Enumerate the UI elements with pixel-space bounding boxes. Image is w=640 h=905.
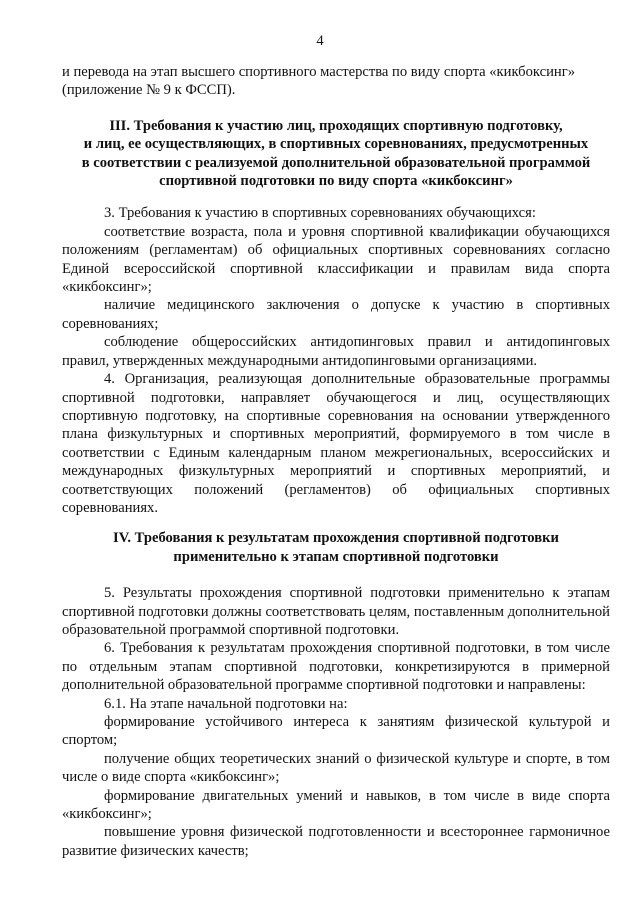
- section-4-paragraph: 6.1. На этапе начальной подготовки на:: [104, 695, 348, 712]
- section-4-title-line: IV. Требования к результатам прохождения спортивной подготовки: [113, 530, 559, 547]
- section-3-heading: [62, 117, 610, 191]
- intro-line-2: (приложение № 9 к ФССП).: [62, 82, 236, 99]
- section-3-title-line: спортивной подготовки по виду спорта «кикбоксинг»: [159, 173, 513, 190]
- section-3-title-line: III. Требования к участию лиц, проходящих спортивную подготовку,: [109, 117, 563, 134]
- section-3-paragraph: 3. Требования к участию в спортивных соревнованиях обучающихся:: [104, 205, 536, 222]
- intro-line-1: и перевода на этап высшего спортивного мастерства по виду спорта «кикбоксинг»: [62, 64, 576, 80]
- section-4-title-line: применительно к этапам спортивной подготовки: [173, 548, 499, 565]
- section-4-paragraph: 6. Требования к результатам прохождения спортивной подготовки, в том числе по отдельным этапам спортивной подготовки, конкретизируются в примерной дополнительной образовательной программе спортивной подготовки и направлены:: [62, 640, 610, 694]
- section-4-paragraph: 5. Результаты прохождения спортивной подготовки применительно к этапам спортивной подготовки должны соответствовать целям, поставленным дополнительной образовательной программой спортивной подготовки.: [62, 585, 610, 638]
- section-4-paragraph: повышение уровня физической подготовленности и всестороннее гармоничное развитие физических качеств;: [62, 824, 610, 859]
- section-4-heading: [62, 529, 610, 566]
- section-3-title-line: в соответствии с реализуемой дополнительной образовательной программой: [81, 154, 591, 171]
- section-3-paragraph: соответствие возраста, пола и уровня спортивной квалификации обучающихся положениям (регламентам) об официальных спортивных соревнованиях согласно Единой всероссийской спортивной классификации и правилам вида спорта «кикбоксинг»;: [62, 223, 610, 296]
- section-3-paragraph: наличие медицинского заключения о допуске к участию в спортивных соревнованиях;: [62, 297, 610, 332]
- page-number: 4: [316, 33, 324, 49]
- section-3-paragraph: соблюдение общероссийских антидопинговых правил и антидопинговых правил, утвержденных международными антидопинговыми организациями.: [62, 334, 610, 369]
- section-3-title-line: и лиц, ее осуществляющих, в спортивных соревнованиях, предусмотренных: [83, 136, 589, 153]
- section-3-paragraph: 4. Организация, реализующая дополнительные образовательные программы спортивной подготовки, направляет обучающегося и лиц, осуществляющих спортивную подготовку, на спортивные соревнования на основании утвержденного плана физкультурных и спортивных мероприятий, формируемого в том числе в соответствии с Единым календарным планом межрегиональных, всероссийских и международных физкультурных мероприятий и спортивных мероприятий, и соответствующих положений (регламентов) об официальных спортивных соревнованиях.: [62, 371, 610, 516]
- section-4-paragraph: формирование устойчивого интереса к занятиям физической культурой и спортом;: [62, 714, 610, 749]
- section-4-paragraph: получение общих теоретических знаний о физической культуре и спорте, в том числе о виде спорта «кикбоксинг»;: [62, 750, 610, 786]
- document-body: [62, 63, 610, 860]
- section-4-paragraph: формирование двигательных умений и навыков, в том числе в виде спорта «кикбоксинг»;: [62, 787, 610, 823]
